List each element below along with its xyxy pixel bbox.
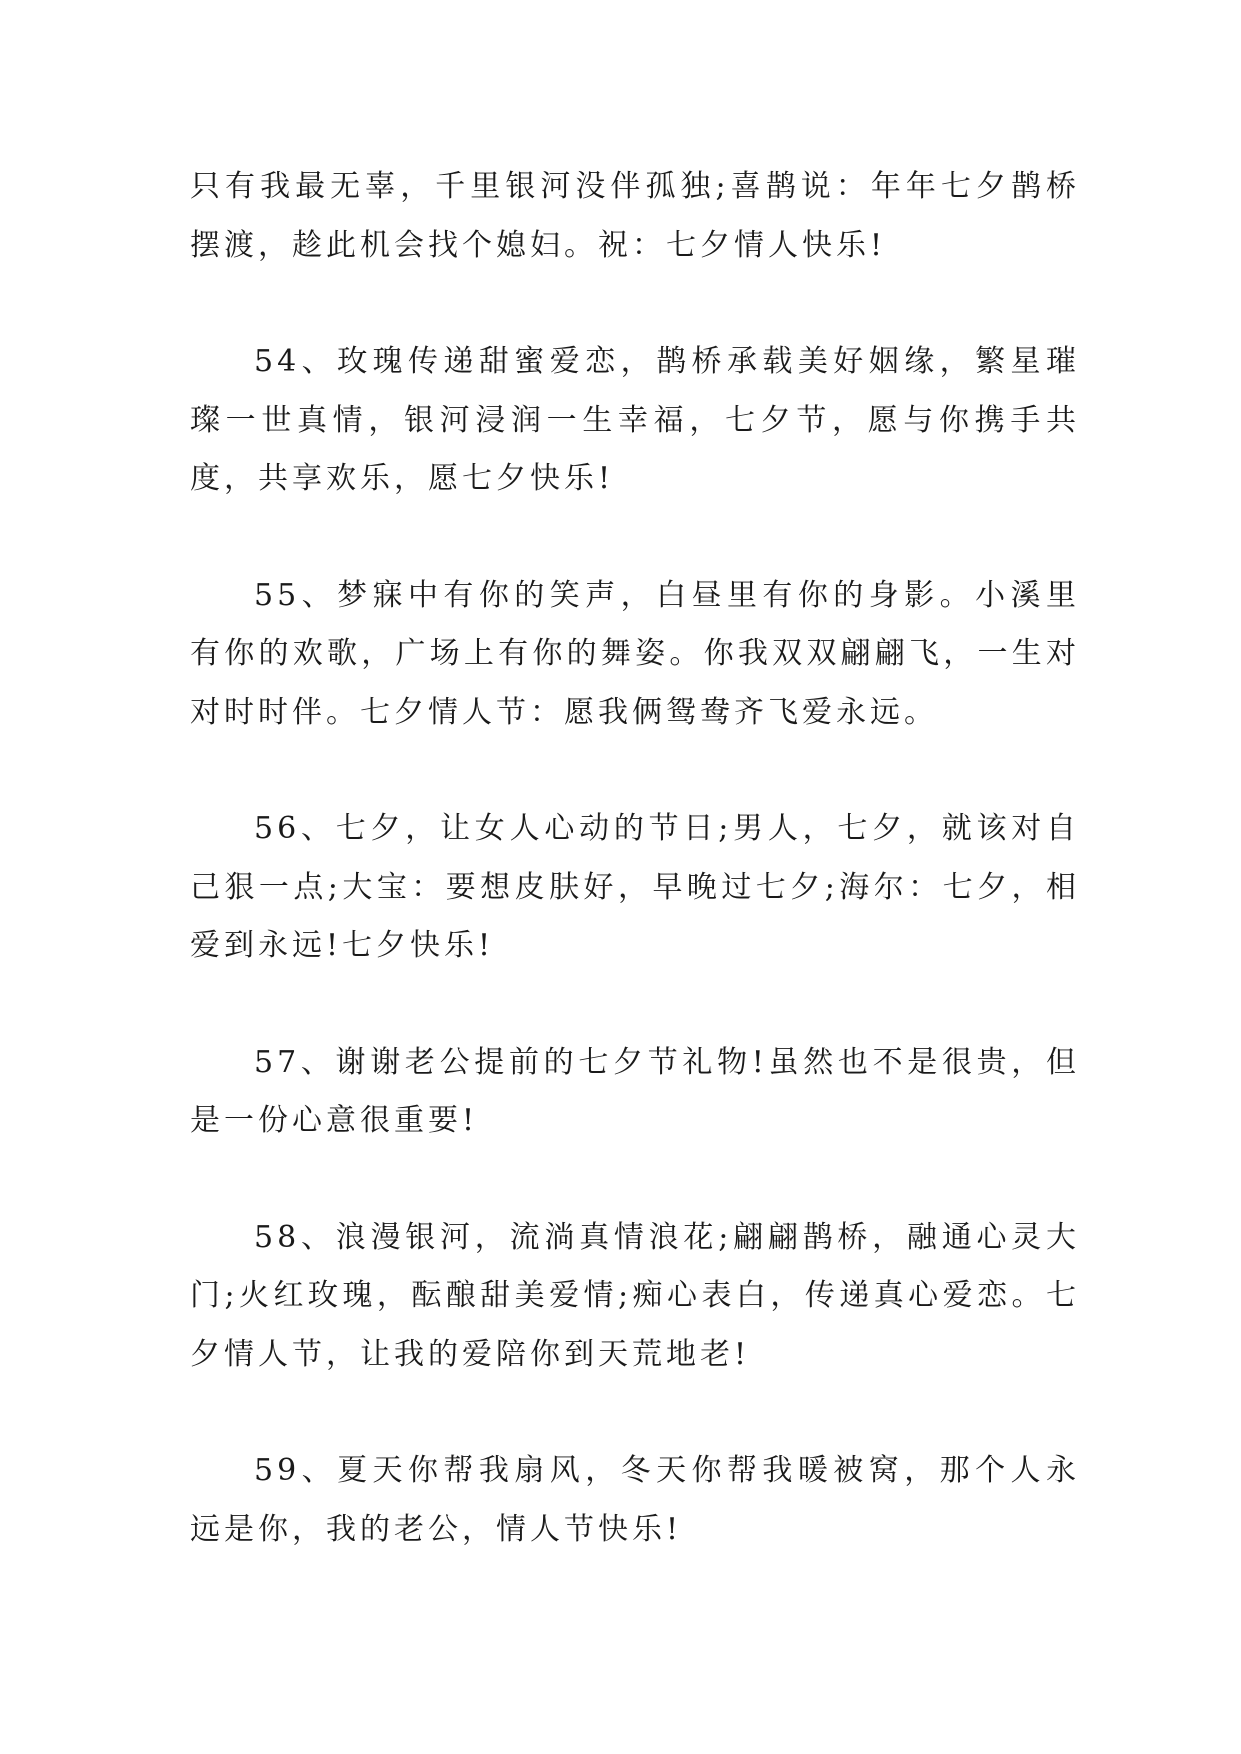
document-body (190, 158, 1080, 1617)
paragraph-58: 58、浪漫银河，流淌真情浪花;翩翩鹊桥，融通心灵大门;火红玫瑰，酝酿甜美爱情;痴心表白，传递真心爱恋。七夕情人节，让我的爱陪你到天荒地老! (190, 1219, 1080, 1372)
paragraph-54: 54、玫瑰传递甜蜜爱恋，鹊桥承载美好姻缘，繁星璀璨一世真情，银河浸润一生幸福，七夕节，愿与你携手共度，共享欢乐，愿七夕快乐! (190, 344, 1080, 496)
paragraph-56: 56、七夕，让女人心动的节日;男人，七夕，就该对自己狠一点;大宝：要想皮肤好，早晚过七夕;海尔：七夕，相爱到永远!七夕快乐! (190, 811, 1080, 963)
paragraph-59: 59、夏天你帮我扇风，冬天你帮我暖被窝，那个人永远是你，我的老公，情人节快乐! (190, 1453, 1080, 1547)
paragraph-continuation: 只有我最无辜，千里银河没伴孤独;喜鹊说：年年七夕鹊桥摆渡，趁此机会找个媳妇。祝：七夕情人快乐! (190, 169, 1080, 263)
paragraph-57: 57、谢谢老公提前的七夕节礼物!虽然也不是很贵，但是一份心意很重要! (190, 1044, 1080, 1138)
paragraph-55: 55、梦寐中有你的笑声，白昼里有你的身影。小溪里有你的欢歌，广场上有你的舞姿。你我双双翩翩飞，一生对对时时伴。七夕情人节：愿我俩鸳鸯齐飞爱永远。 (190, 577, 1080, 730)
